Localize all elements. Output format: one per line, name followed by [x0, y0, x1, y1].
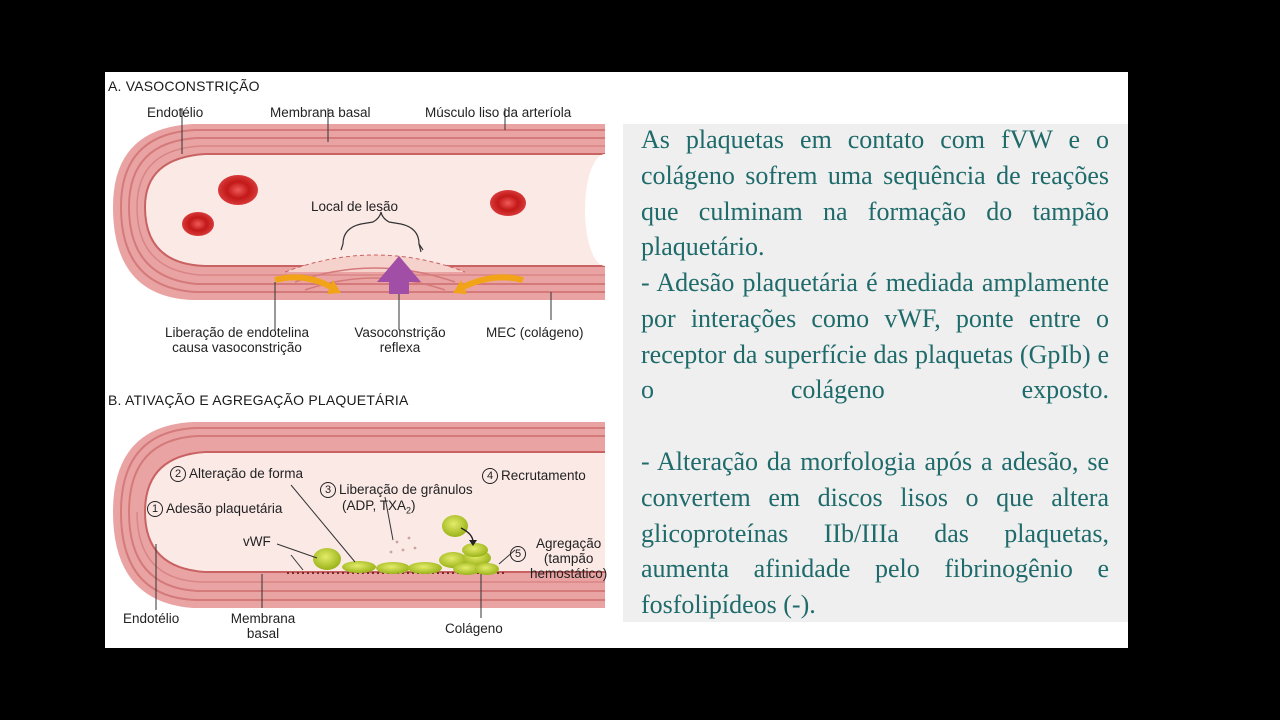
- hemostasis-diagram: [105, 72, 625, 648]
- label-endotelina: [142, 325, 332, 355]
- label-membrana-line2: basal: [246, 626, 280, 641]
- label-vasoconstricao-line1: Vasoconstrição: [354, 325, 446, 340]
- label-membrana-line1: Membrana: [230, 611, 296, 626]
- label-endotelina-line1: Liberação de endotelina: [164, 325, 310, 340]
- label-vasoconstricao-reflexa: [339, 325, 461, 355]
- step-5-number: 5: [510, 546, 526, 562]
- step-3-number: 3: [320, 482, 336, 498]
- section-b-title: B. ATIVAÇÃO E AGREGAÇÃO PLAQUETÁRIA: [108, 392, 409, 408]
- paragraph-3: - Alteração da morfologia após a adesão, se convertem em discos lisos o que altera glicoproteínas IIb/IIIa das plaquetas, aumenta afinidade pelo fibrinogênio e fosfolipídeos (-).: [641, 447, 1109, 620]
- label-mec: MEC (colágeno): [486, 325, 584, 340]
- step-5-text-line3: hemostático): [530, 566, 608, 581]
- step-1-text: Adesão plaquetária: [166, 501, 283, 516]
- label-step-1: [147, 501, 282, 517]
- red-blood-cell-icon: [490, 190, 526, 216]
- vessel-b: [113, 422, 608, 618]
- platelet-icon: [462, 543, 488, 557]
- step-5-text-line2: (tampão: [543, 551, 594, 566]
- label-endotelio-b: Endotélio: [123, 611, 180, 626]
- label-vwf: vWF: [243, 534, 271, 549]
- red-blood-cell-icon: [182, 212, 214, 236]
- step-4-text: Recrutamento: [501, 468, 586, 483]
- platelet-icon: [475, 563, 499, 575]
- text-panel: [623, 124, 1128, 622]
- step-1-number: 1: [147, 501, 163, 517]
- platelet-icon: [342, 561, 376, 573]
- red-blood-cell-icon: [218, 175, 258, 205]
- vessel-a: [113, 108, 625, 330]
- label-musculo-liso: Músculo liso da arteríola: [425, 105, 572, 120]
- step-4-number: 4: [482, 468, 498, 484]
- section-a-title: A. VASOCONSTRIÇÃO: [108, 78, 260, 94]
- step-3-text-line2: (ADP, TXA: [342, 498, 407, 514]
- label-membrana-basal-a: Membrana basal: [270, 105, 371, 120]
- paragraph-2: - Adesão plaquetária é mediada amplamente por interações como vWF, ponte entre o receptor da superfície das plaquetas (GpIb) e o colágeno exposto.: [641, 268, 1109, 405]
- label-step-3: [320, 482, 473, 519]
- platelet-icon: [376, 562, 410, 574]
- label-step-2: [170, 466, 303, 482]
- label-endotelina-line2: causa vasoconstrição: [172, 340, 302, 355]
- label-step-5: [510, 536, 607, 581]
- paragraph-1: As plaquetas em contato com fVW e o colágeno sofrem uma sequência de reações que culminam na formação do tampão plaquetário.: [641, 125, 1109, 262]
- step-5-text-line1: Agregação: [535, 536, 602, 551]
- step-2-text: Alteração de forma: [189, 466, 304, 481]
- platelet-icon: [408, 562, 442, 574]
- step-3-subscript: 2: [406, 506, 412, 517]
- step-3-close: ): [411, 498, 416, 514]
- slide: [105, 72, 1128, 648]
- label-colageno: Colágeno: [445, 621, 503, 636]
- platelet-icon: [313, 548, 341, 570]
- label-step-4: [482, 468, 586, 484]
- label-endotelio-a: Endotélio: [147, 105, 204, 120]
- label-vasoconstricao-line2: reflexa: [379, 340, 421, 355]
- step-3-text-line1: Liberação de grânulos: [339, 482, 473, 497]
- label-local-lesao: Local de lesão: [311, 199, 399, 214]
- label-membrana-basal-b: [217, 611, 309, 641]
- step-2-number: 2: [170, 466, 186, 482]
